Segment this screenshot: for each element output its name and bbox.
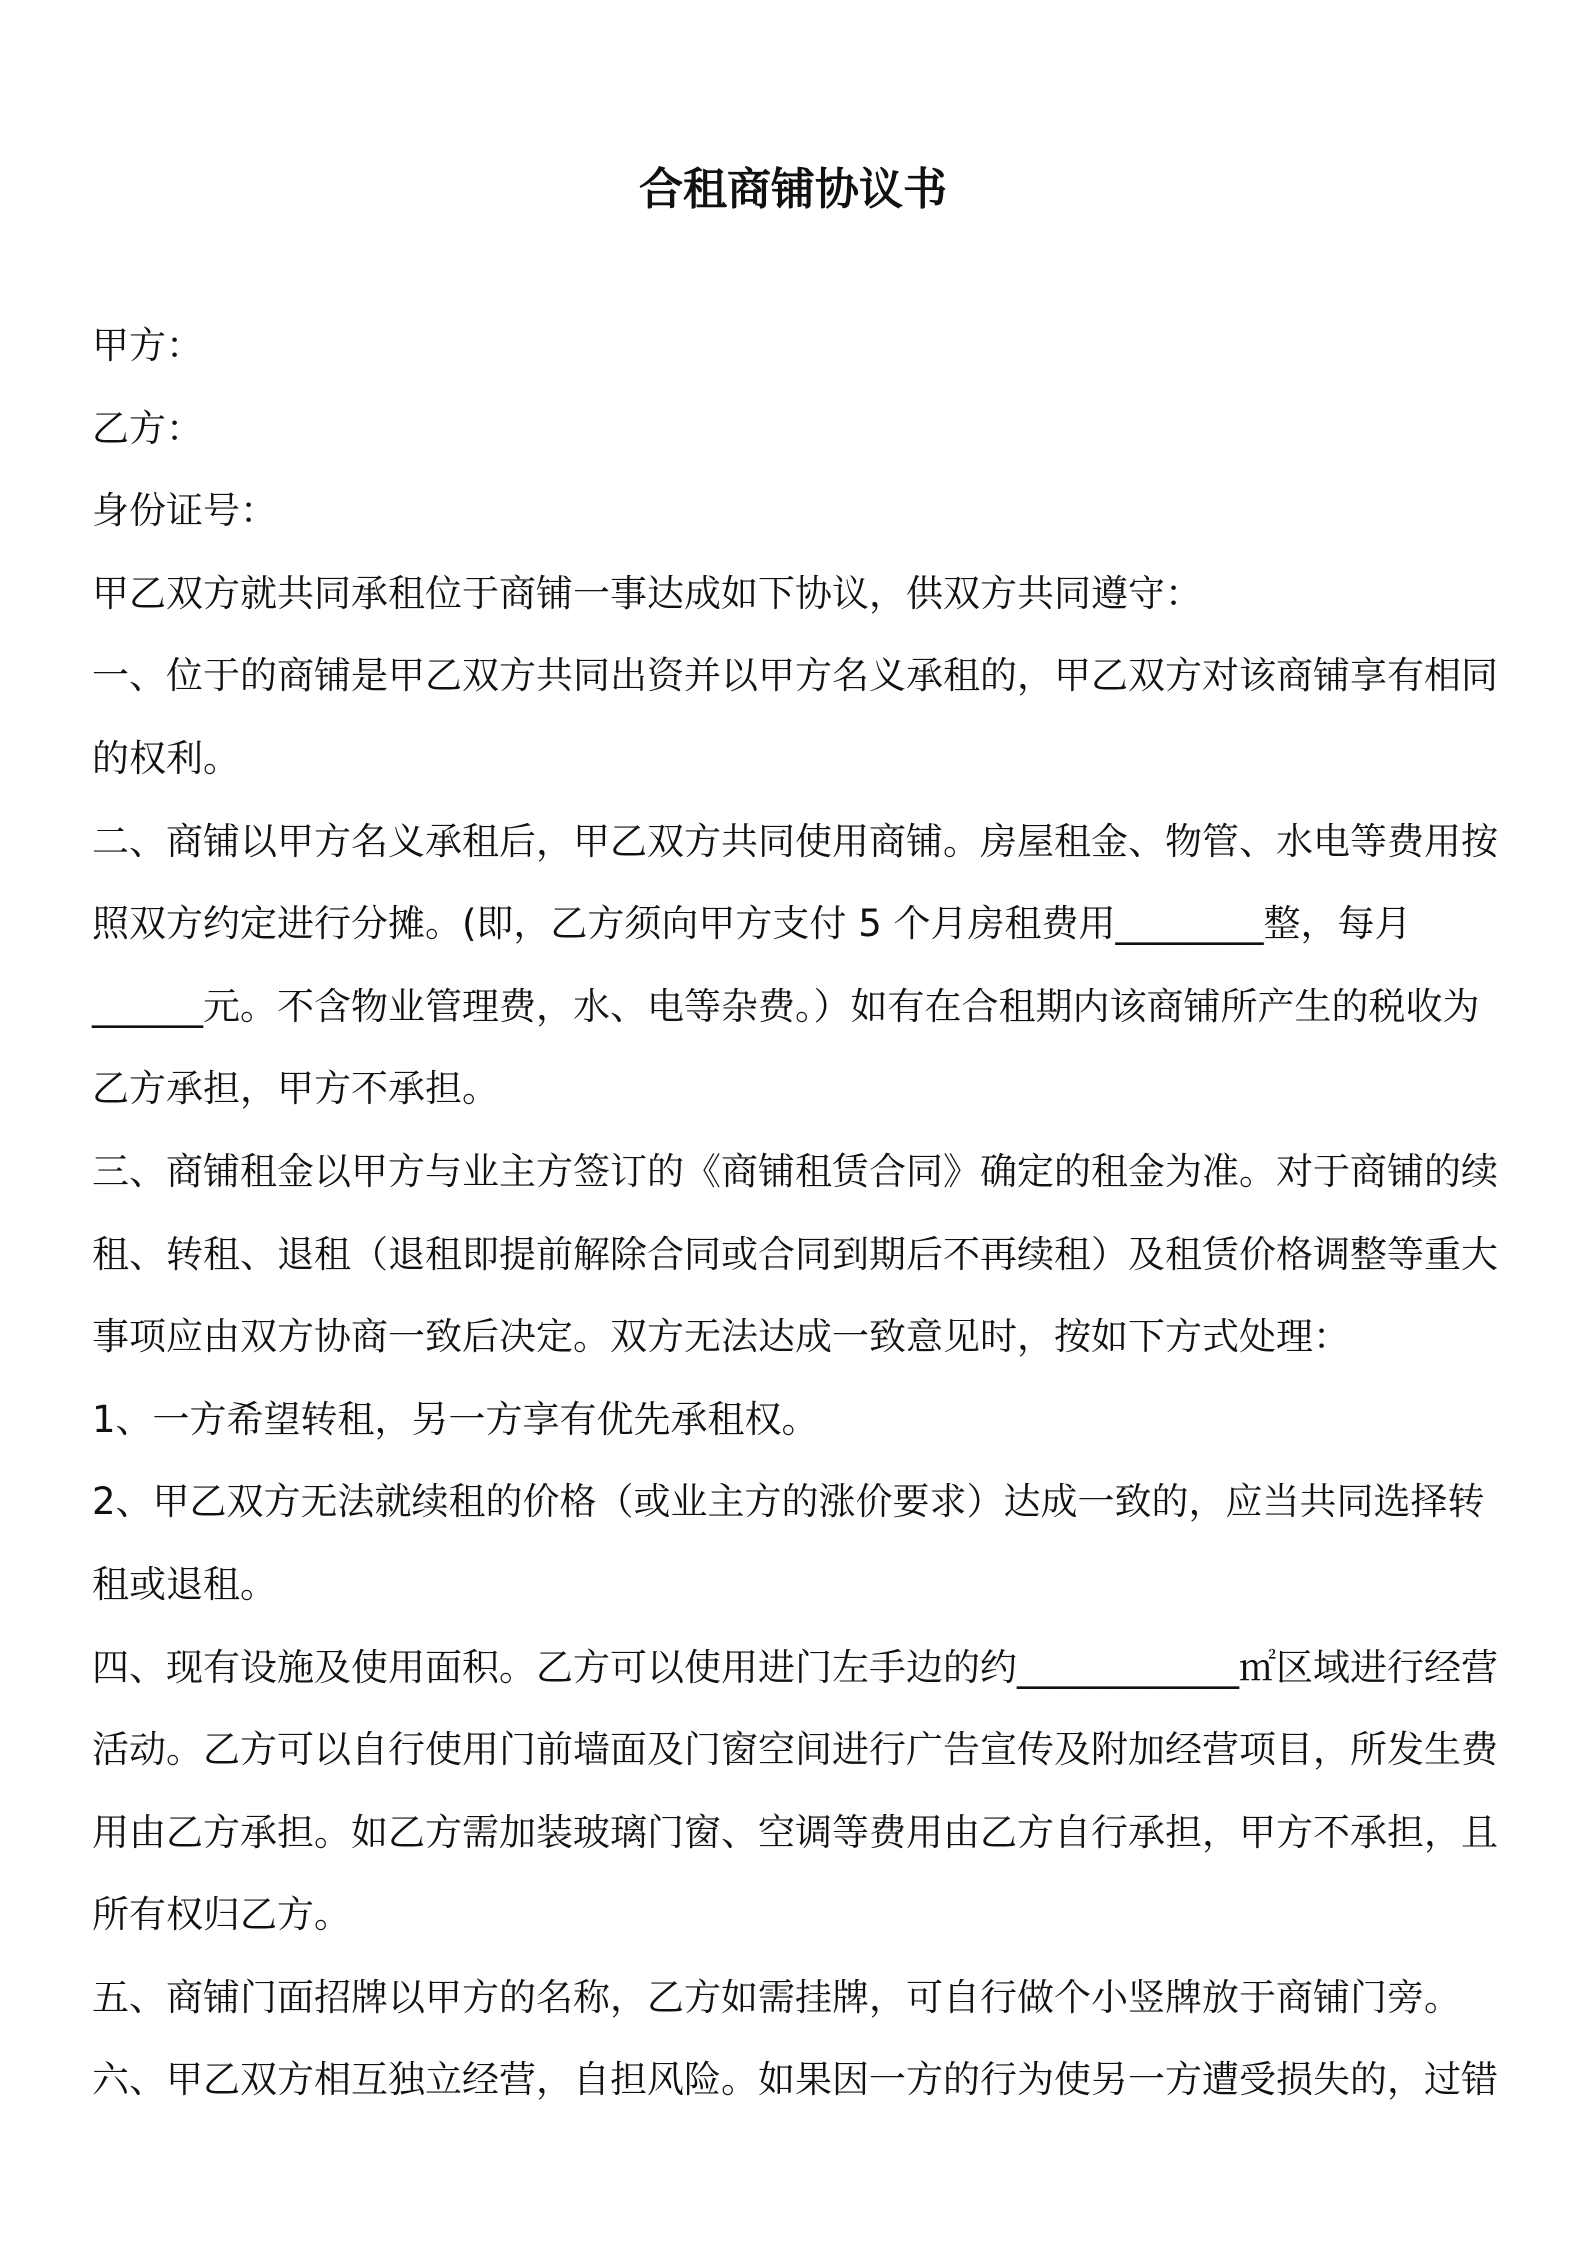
id-number-line: 身份证号： <box>92 489 277 533</box>
clause-2: 二、商铺以甲方名义承租后，甲乙双方共同使用商铺。房屋租金、物管、水电等费用按照双方约定进行分摊。(即，乙方须向甲方支付 5 个月房租费用________整，每月______元。不含物业管理费，水、电等杂费。）如有在合租期内该商铺所产生的税收为乙方承担，甲方不承担。 <box>92 819 1498 1111</box>
document-title: 合租商铺协议书 <box>639 164 947 215</box>
clause-4: 四、现有设施及使用面积。乙方可以使用进门左手边的约____________㎡区域进行经营活动。乙方可以自行使用门前墙面及门窗空间进行广告宣传及附加经营项目，所发生费用由乙方承担。如乙方需加装玻璃门窗、空调等费用由乙方自行承担，甲方不承担，且所有权归乙方。 <box>92 1645 1498 1937</box>
clause-6: 六、甲乙双方相互独立经营，自担风险。如果因一方的行为使另一方遭受损失的，过错 <box>92 2058 1498 2102</box>
clause-3-item-2: 2、甲乙双方无法就续租的价格（或业主方的涨价要求）达成一致的，应当共同选择转租或退租。 <box>92 1480 1485 1606</box>
clause-1: 一、位于的商铺是甲乙双方共同出资并以甲方名义承租的，甲乙双方对该商铺享有相同的权利。 <box>92 654 1498 780</box>
clause-3: 三、商铺租金以甲方与业主方签订的《商铺租赁合同》确定的租金为准。对于商铺的续租、转租、退租（退租即提前解除合同或合同到期后不再续租）及租赁价格调整等重大事项应由双方协商一致后决定。双方无法达成一致意见时，按如下方式处理： <box>92 1149 1498 1359</box>
document-body <box>92 305 1502 2122</box>
party-a-line: 甲方： <box>92 324 203 367</box>
clause-5: 五、商铺门面招牌以甲方的名称，乙方如需挂牌，可自行做个小竖牌放于商铺门旁。 <box>92 1975 1461 2019</box>
party-b-line: 乙方： <box>92 406 203 450</box>
intro-paragraph: 甲乙双方就共同承租位于商铺一事达成如下协议，供双方共同遵守： <box>92 571 1202 615</box>
clause-3-item-1: 1、一方希望转租，另一方享有优先承租权。 <box>92 1397 819 1441</box>
